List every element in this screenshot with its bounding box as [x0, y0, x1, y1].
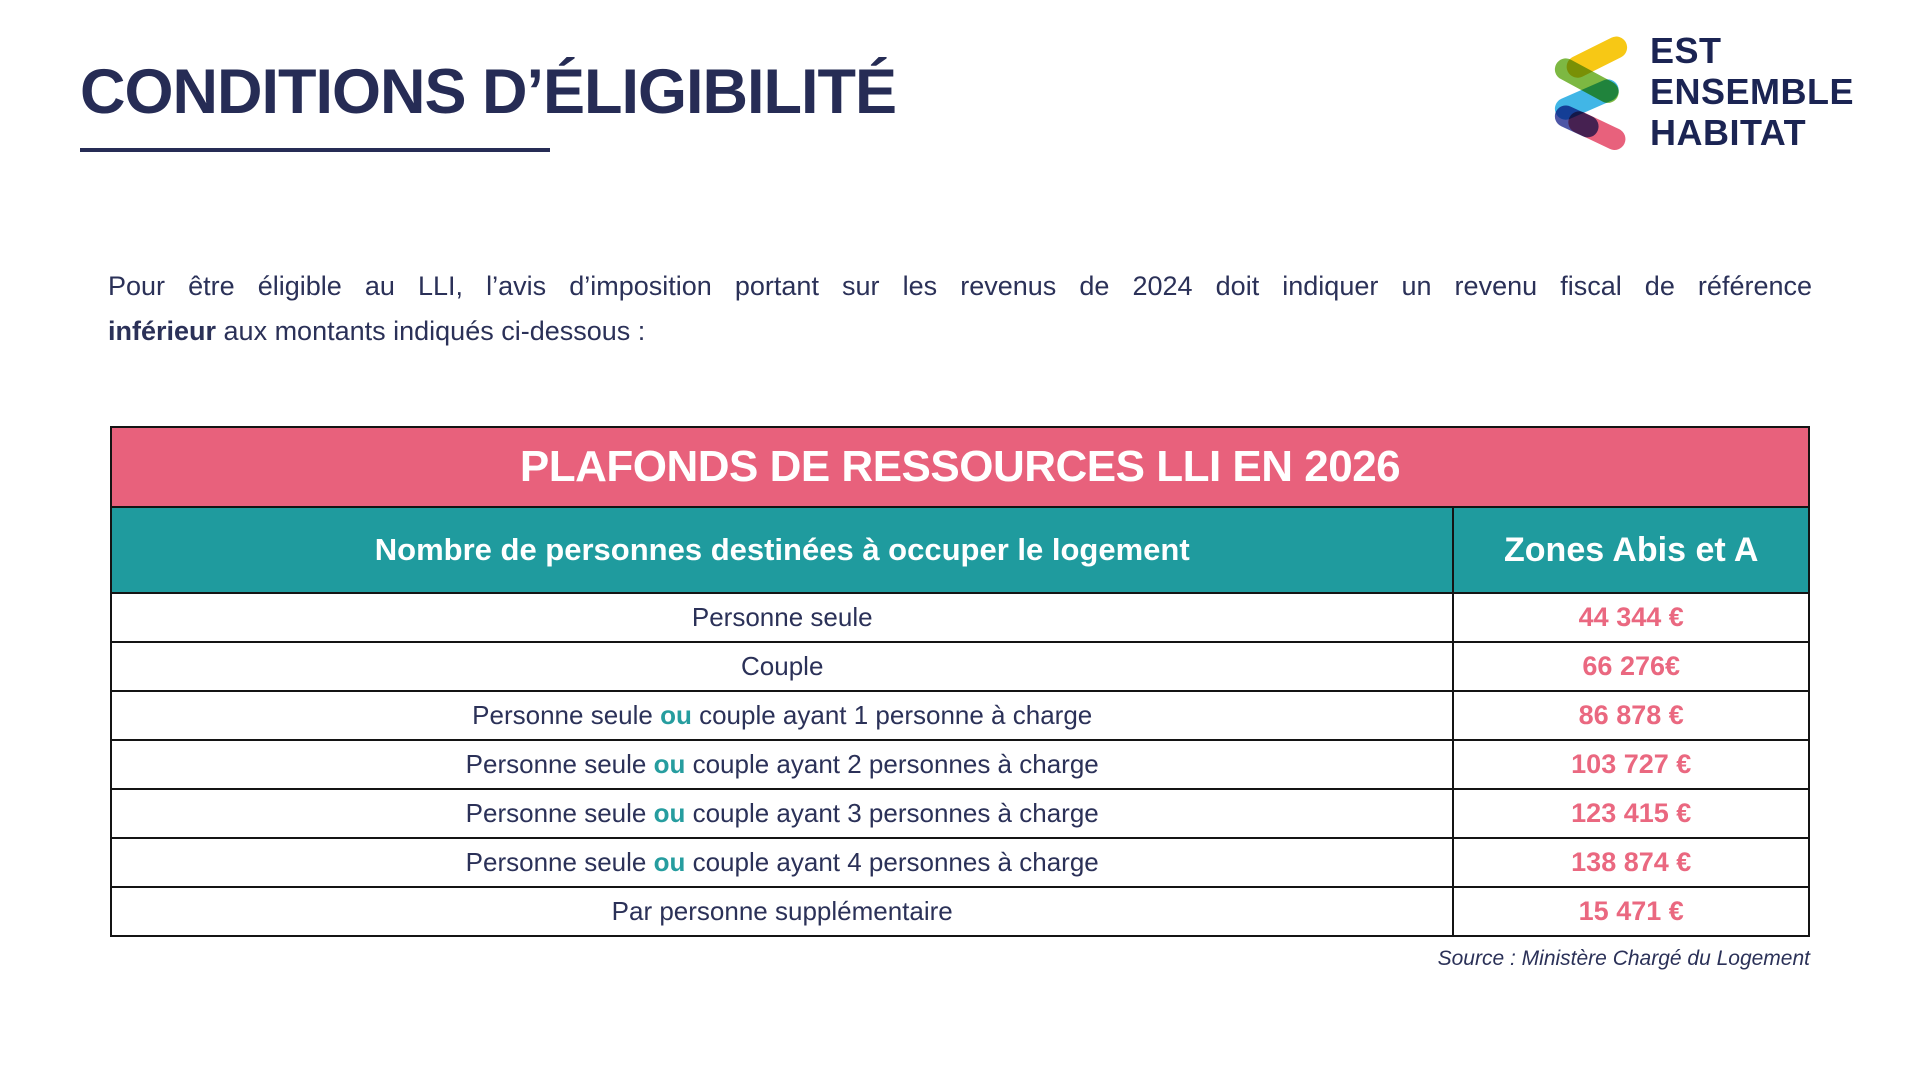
logo-bar-cyan — [1566, 90, 1608, 108]
row-label-pre: Personne seule — [691, 602, 873, 632]
row-label-pre: Couple — [741, 651, 824, 681]
row-value: 15 471 € — [1453, 887, 1809, 936]
row-value: 86 878 € — [1453, 691, 1809, 740]
logo-line-2: ENSEMBLE — [1649, 71, 1854, 112]
title-underline — [80, 148, 550, 152]
intro-line-2 — [108, 309, 1812, 354]
logo-line-1: EST — [1649, 30, 1722, 71]
logo-bar-yellow — [1578, 47, 1617, 66]
row-label-ou: ou — [653, 847, 686, 877]
logo-zigzag-icon — [1549, 33, 1633, 151]
logo-line-3: HABITAT — [1649, 112, 1807, 153]
intro-paragraph — [108, 264, 1812, 354]
column-header-zones: Zones Abis et A — [1453, 507, 1809, 593]
row-label-cell — [111, 642, 1453, 691]
table-row — [111, 838, 1809, 887]
page-title: CONDITIONS D’ÉLIGIBILITÉ — [80, 57, 897, 127]
table-row — [111, 691, 1809, 740]
table-body — [111, 593, 1809, 936]
table-row — [111, 789, 1809, 838]
plafonds-ressources-table — [110, 426, 1810, 937]
row-label-post: couple ayant 4 personnes à charge — [685, 847, 1099, 877]
logo-bar-pink — [1579, 122, 1614, 139]
row-value: 123 415 € — [1453, 789, 1809, 838]
table-title: PLAFONDS DE RESSOURCES LLI EN 2026 — [111, 427, 1809, 507]
row-value: 66 276€ — [1453, 642, 1809, 691]
row-value: 103 727 € — [1453, 740, 1809, 789]
row-label-cell — [111, 740, 1453, 789]
intro-emphasis: inférieur — [108, 316, 217, 346]
source-note: Source : Ministère Chargé du Logement — [1437, 947, 1810, 970]
row-label-cell — [111, 887, 1453, 936]
est-ensemble-habitat-logo — [1549, 30, 1854, 153]
row-label-pre: Personne seule — [465, 798, 654, 828]
intro-line-1: Pour être éligible au LLI, l’avis d’imposition portant sur les revenus de 2024 doit indiquer un revenu fiscal de référence — [108, 271, 1812, 301]
row-label-ou: ou — [653, 749, 686, 779]
row-label-pre: Personne seule — [472, 700, 661, 730]
table-header-row — [111, 507, 1809, 593]
row-label-cell — [111, 593, 1453, 642]
row-label-pre: Par personne supplémentaire — [611, 896, 953, 926]
row-label-post: couple ayant 2 personnes à charge — [685, 749, 1099, 779]
column-header-personnes: Nombre de personnes destinées à occuper le logement — [111, 507, 1453, 593]
row-label-cell — [111, 789, 1453, 838]
row-label-pre: Personne seule — [465, 749, 654, 779]
row-label-post: couple ayant 3 personnes à charge — [685, 798, 1099, 828]
logo-wordmark — [1650, 30, 1854, 153]
table-row — [111, 887, 1809, 936]
table-row — [111, 740, 1809, 789]
intro-line-2-rest: aux montants indiqués ci-dessous : — [216, 316, 646, 346]
row-label-cell — [111, 691, 1453, 740]
row-label-cell — [111, 838, 1453, 887]
table-row — [111, 593, 1809, 642]
row-value: 138 874 € — [1453, 838, 1809, 887]
row-label-pre: Personne seule — [465, 847, 654, 877]
row-label-ou: ou — [653, 798, 686, 828]
row-label-post: couple ayant 1 personne à charge — [691, 700, 1093, 730]
table-title-row — [111, 427, 1809, 507]
row-value: 44 344 € — [1453, 593, 1809, 642]
table-row — [111, 642, 1809, 691]
row-label-ou: ou — [660, 700, 692, 730]
